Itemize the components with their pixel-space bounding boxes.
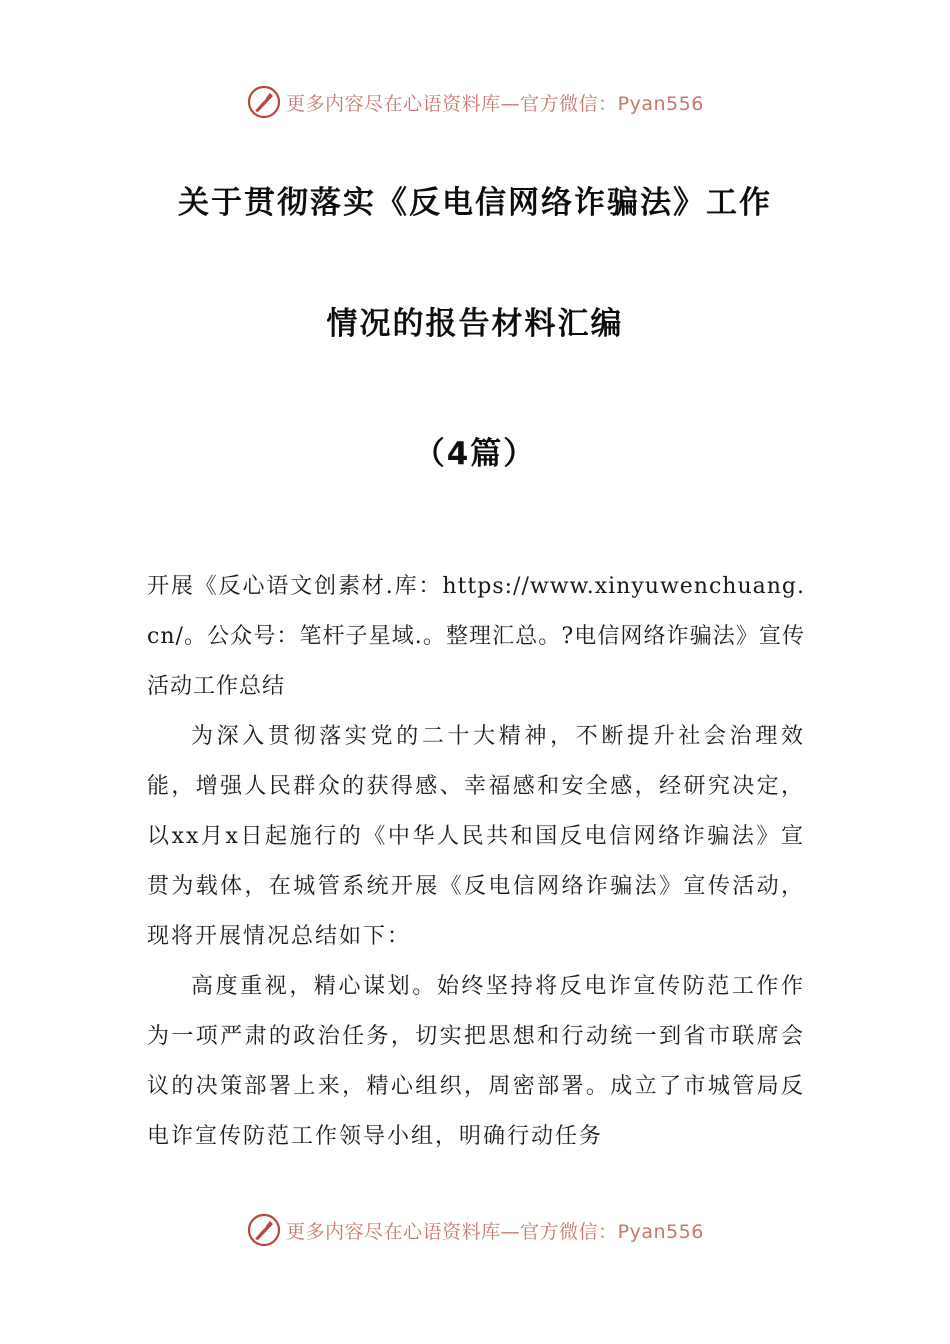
quill-logo-icon	[246, 84, 282, 120]
paragraph-1: 为深入贯彻落实党的二十大精神，不断提升社会治理效能，增强人民群众的获得感、幸福感和安全感，经研究决定，以xx月x日起施行的《中华人民共和国反电信网络诈骗法》宣贯为载体，在城管系统开展《反电信网络诈骗法》宣传活动，现将开展情况总结如下：	[147, 724, 805, 949]
watermark-banner-top	[0, 82, 950, 122]
watermark-banner-bottom	[0, 1210, 950, 1250]
document-body	[147, 562, 805, 1162]
lead-paragraph: 开展《反心语文创素材.库：https://www.xinyuwenchuang.cn/。公众号：笔杆子星域.。整理汇总。?电信网络诈骗法》宣传活动工作总结	[147, 574, 805, 699]
title-line-3: （4篇）	[413, 436, 537, 472]
paragraph-2: 高度重视，精心谋划。始终坚持将反电诈宣传防范工作作为一项严肃的政治任务，切实把思想和行动统一到省市联席会议的决策部署上来，精心组织，周密部署。成立了市城管局反电诈宣传防范工作领导小组，明确行动任务	[147, 974, 805, 1149]
title-line-2: 情况的报告材料汇编	[326, 306, 624, 342]
watermark-text: 更多内容尽在心语资料库—官方微信：Pyan556	[286, 92, 704, 115]
title-line-1: 关于贯彻落实《反电信网络诈骗法》工作	[178, 185, 772, 221]
watermark-text: 更多内容尽在心语资料库—官方微信：Pyan556	[286, 1220, 704, 1243]
quill-logo-icon	[246, 1212, 282, 1248]
